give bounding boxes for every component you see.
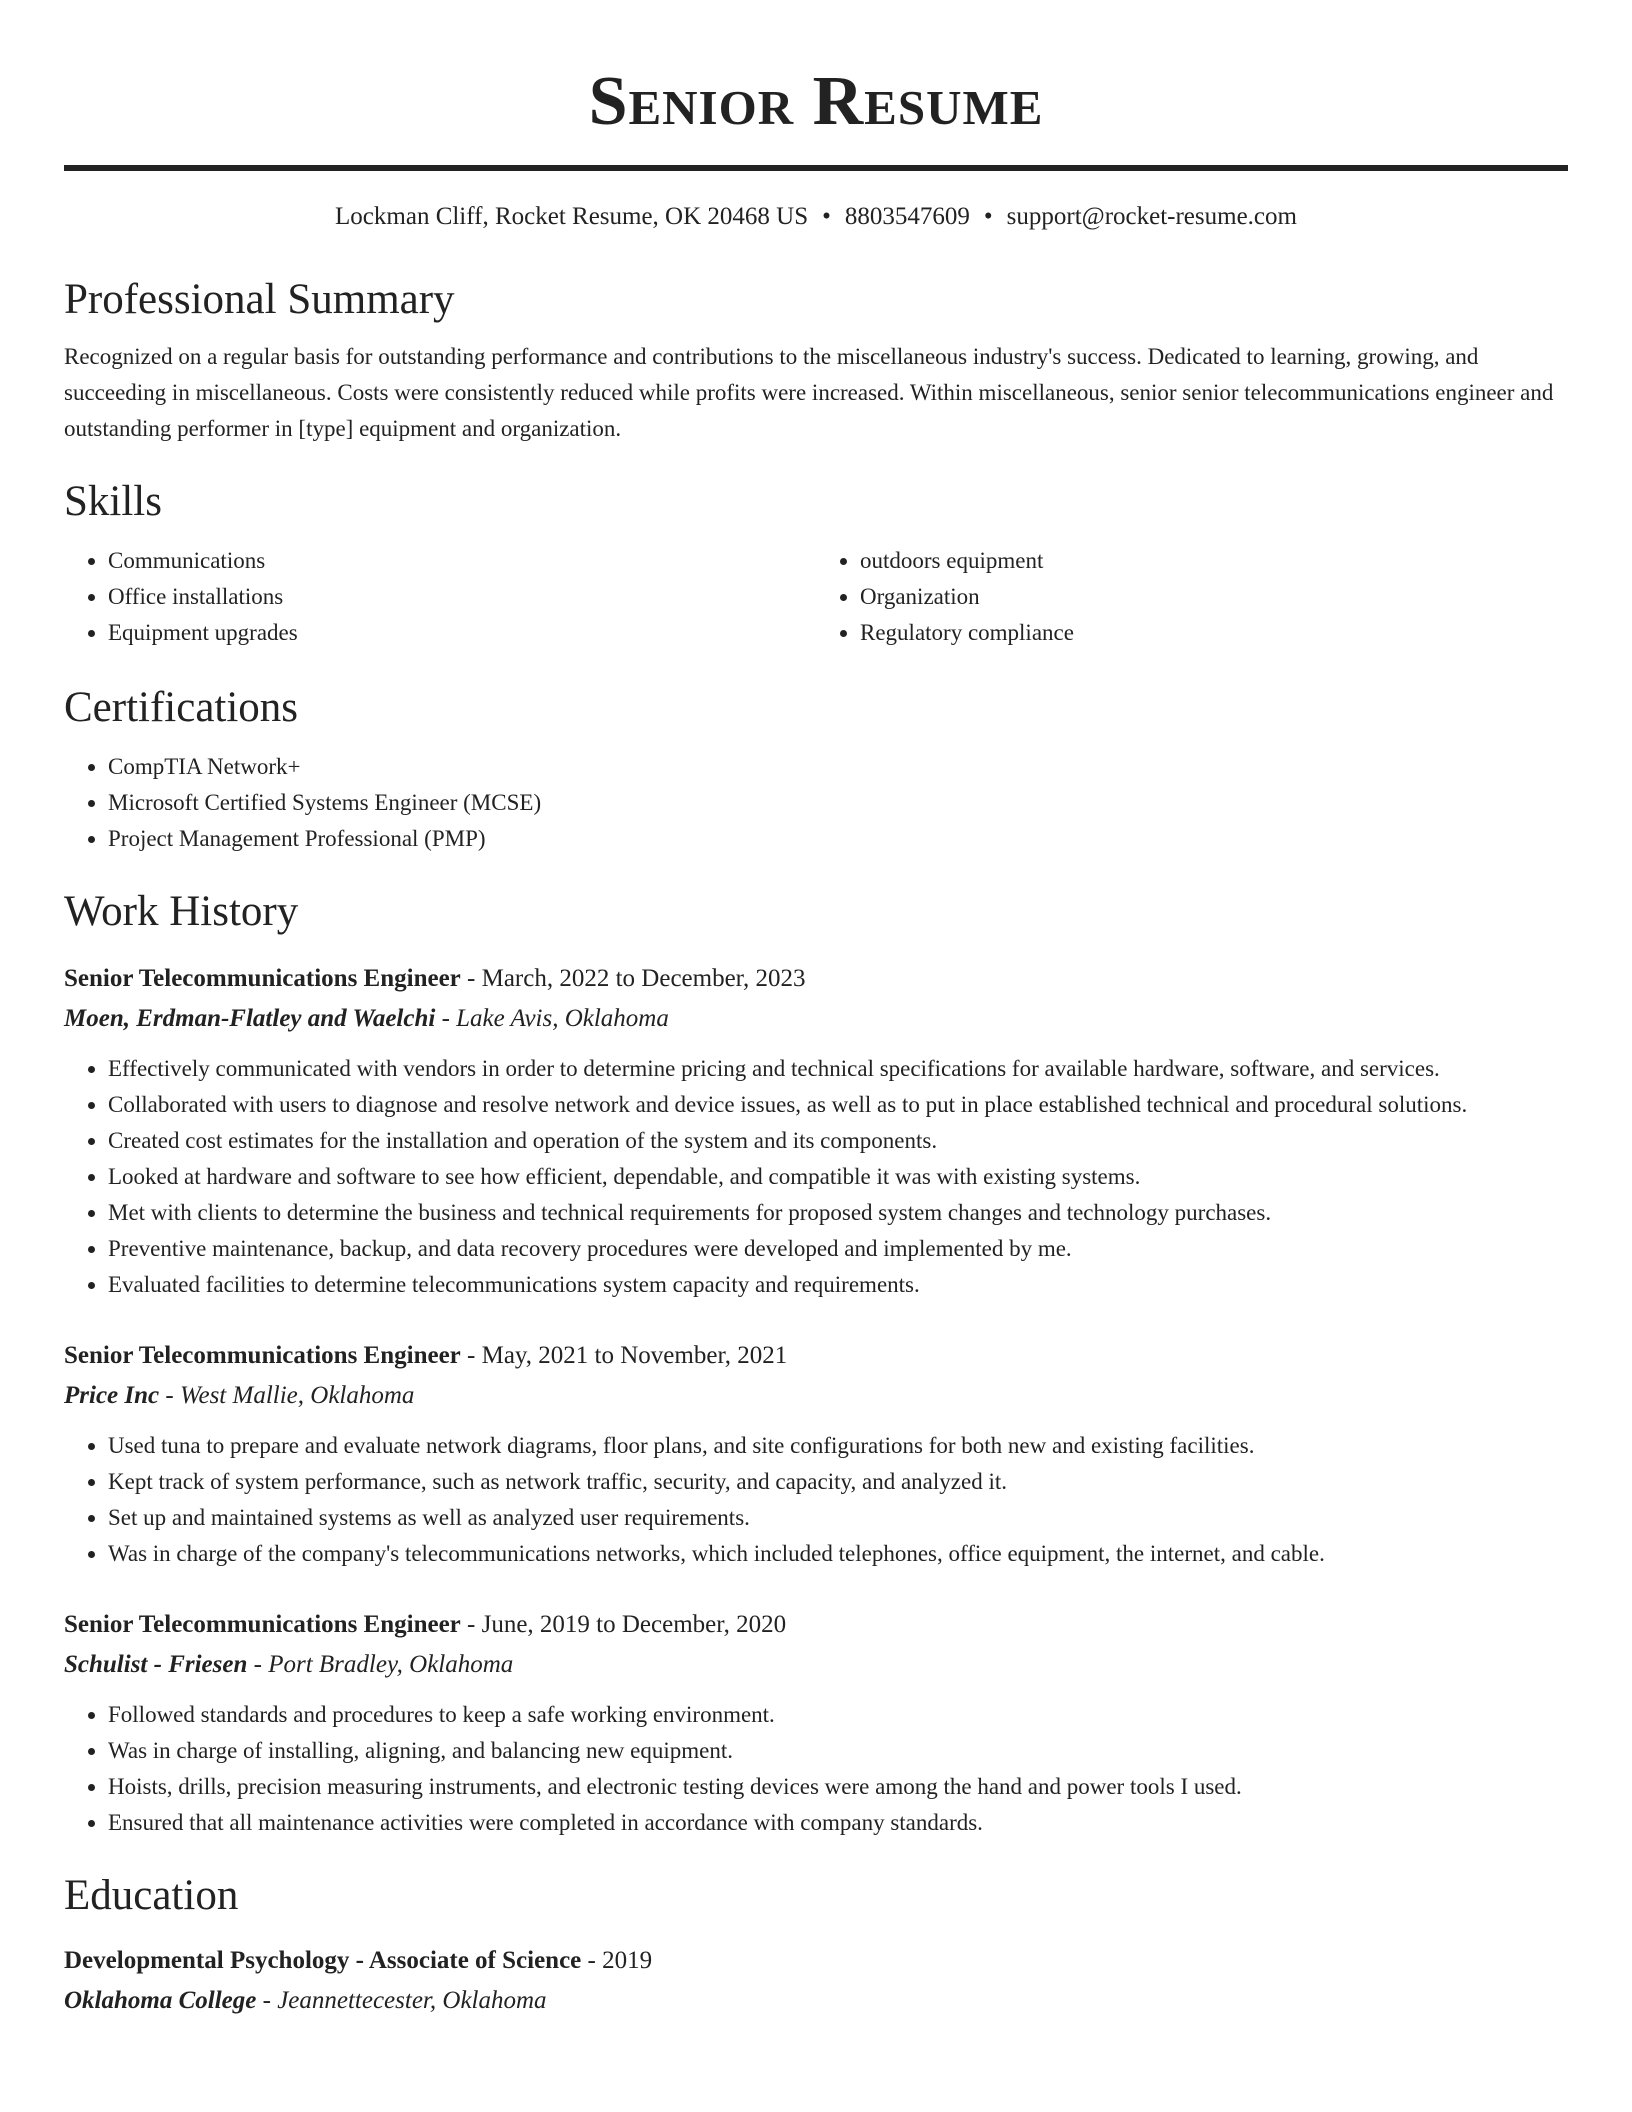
contact-email: support@rocket-resume.com [1006, 203, 1297, 230]
education-location: Jeannettecester, Oklahoma [277, 1987, 547, 2014]
education-entry [64, 1941, 1568, 2021]
job-company-line: Moen, Erdman-Flatley and Waelchi - Lake Avis, Oklahoma [64, 1005, 669, 1032]
job-bullet: • Collaborated with users to diagnose and resolve network and device issues, as well as to put in place established technical and procedural solutions. [108, 1087, 1568, 1123]
job-company: Moen, Erdman-Flatley and Waelchi [64, 1005, 436, 1032]
skills-heading: Skills [64, 478, 162, 525]
job-entry [64, 1336, 1568, 1572]
skills-list-right [816, 543, 1568, 651]
job-dates: March, 2022 to December, 2023 [481, 965, 806, 992]
job-title-line: Senior Telecommunications Engineer - March, 2022 to December, 2023 [64, 965, 806, 992]
job-bullet: • Preventive maintenance, backup, and data recovery procedures were developed and implemented by me. [108, 1231, 1568, 1267]
skill-item: • Organization [860, 579, 1568, 615]
contact-phone: 8803547609 [844, 203, 970, 230]
job-bullet: • Effectively communicated with vendors in order to determine pricing and technical specifications for available hardware, software, and services. [108, 1051, 1568, 1087]
contact-separator: • [822, 203, 831, 230]
job-location: Lake Avis, Oklahoma [456, 1005, 669, 1032]
job-title-line: Senior Telecommunications Engineer - May, 2021 to November, 2021 [64, 1342, 788, 1369]
education-degree: Developmental Psychology - Associate of Science [64, 1947, 582, 1974]
job-bullet: • Was in charge of the company's telecommunications networks, which included telephones, office equipment, the internet, and cable. [108, 1536, 1568, 1572]
education-heading: Education [64, 1872, 239, 1919]
work-history-heading: Work History [64, 888, 299, 935]
job-bullets [64, 1051, 1568, 1303]
skills-list-left [64, 543, 816, 651]
job-role: Senior Telecommunications Engineer [64, 965, 461, 992]
skill-item: • Office installations [108, 579, 816, 615]
certification-item: • CompTIA Network+ [108, 749, 1568, 785]
education-degree-line: Developmental Psychology - Associate of Science - 2019 [64, 1947, 653, 1974]
contact-line [64, 201, 1568, 233]
job-dates: June, 2019 to December, 2020 [481, 1611, 787, 1638]
education-year: 2019 [602, 1947, 653, 1974]
job-bullet: • Set up and maintained systems as well as analyzed user requirements. [108, 1500, 1568, 1536]
education-school: Oklahoma College [64, 1987, 257, 2014]
contact-address: Lockman Cliff, Rocket Resume, OK 20468 US [335, 203, 809, 230]
job-entry [64, 959, 1568, 1303]
job-role: Senior Telecommunications Engineer [64, 1611, 461, 1638]
job-bullet: • Evaluated facilities to determine telecommunications system capacity and requirements. [108, 1267, 1568, 1303]
job-company-line: Schulist - Friesen - Port Bradley, Oklahoma [64, 1651, 514, 1678]
job-company: Schulist - Friesen [64, 1651, 248, 1678]
job-bullets [64, 1697, 1568, 1841]
job-bullet: • Was in charge of installing, aligning, and balancing new equipment. [108, 1733, 1568, 1769]
job-title-line: Senior Telecommunications Engineer - June, 2019 to December, 2020 [64, 1611, 787, 1638]
skill-item: • outdoors equipment [860, 543, 1568, 579]
skill-item: • Equipment upgrades [108, 615, 816, 651]
header-divider [64, 165, 1568, 171]
job-bullet: • Looked at hardware and software to see how efficient, dependable, and compatible it was with existing systems. [108, 1159, 1568, 1195]
education-school-line: Oklahoma College - Jeannettecester, Oklahoma [64, 1987, 547, 2014]
job-bullets [64, 1428, 1568, 1572]
job-entry [64, 1605, 1568, 1841]
skills-columns [64, 543, 1568, 651]
certifications-list [64, 749, 1568, 857]
skill-item: • Regulatory compliance [860, 615, 1568, 651]
skill-item: • Communications [108, 543, 816, 579]
job-bullet: • Used tuna to prepare and evaluate network diagrams, floor plans, and site configurations for both new and existing facilities. [108, 1428, 1568, 1464]
summary-text: Recognized on a regular basis for outstanding performance and contributions to the miscellaneous industry's success. Dedicated to learning, growing, and succeeding in miscellaneous. Costs were consistently reduced while profits were increased. Within miscellaneous, senior senior telecommunications engineer and outstanding performer in [type] equipment and organization. [64, 344, 1554, 441]
resume-name: Senior Resume [588, 63, 1044, 140]
certification-item: • Microsoft Certified Systems Engineer (MCSE) [108, 785, 1568, 821]
job-location: West Mallie, Oklahoma [179, 1382, 415, 1409]
summary-heading: Professional Summary [64, 276, 455, 323]
job-bullet: • Ensured that all maintenance activities were completed in accordance with company standards. [108, 1805, 1568, 1841]
job-bullet: • Created cost estimates for the installation and operation of the system and its components. [108, 1123, 1568, 1159]
job-bullet: • Met with clients to determine the business and technical requirements for proposed system changes and technology purchases. [108, 1195, 1568, 1231]
job-role: Senior Telecommunications Engineer [64, 1342, 461, 1369]
job-bullet: • Hoists, drills, precision measuring instruments, and electronic testing devices were among the hand and power tools I used. [108, 1769, 1568, 1805]
certifications-heading: Certifications [64, 684, 299, 731]
job-bullet: • Followed standards and procedures to keep a safe working environment. [108, 1697, 1568, 1733]
certification-item: • Project Management Professional (PMP) [108, 821, 1568, 857]
job-company: Price Inc [64, 1382, 160, 1409]
job-dates: May, 2021 to November, 2021 [481, 1342, 788, 1369]
job-company-line: Price Inc - West Mallie, Oklahoma [64, 1382, 415, 1409]
job-location: Port Bradley, Oklahoma [268, 1651, 514, 1678]
contact-separator: • [983, 203, 993, 230]
job-bullet: • Kept track of system performance, such as network traffic, security, and capacity, and analyzed it. [108, 1464, 1568, 1500]
